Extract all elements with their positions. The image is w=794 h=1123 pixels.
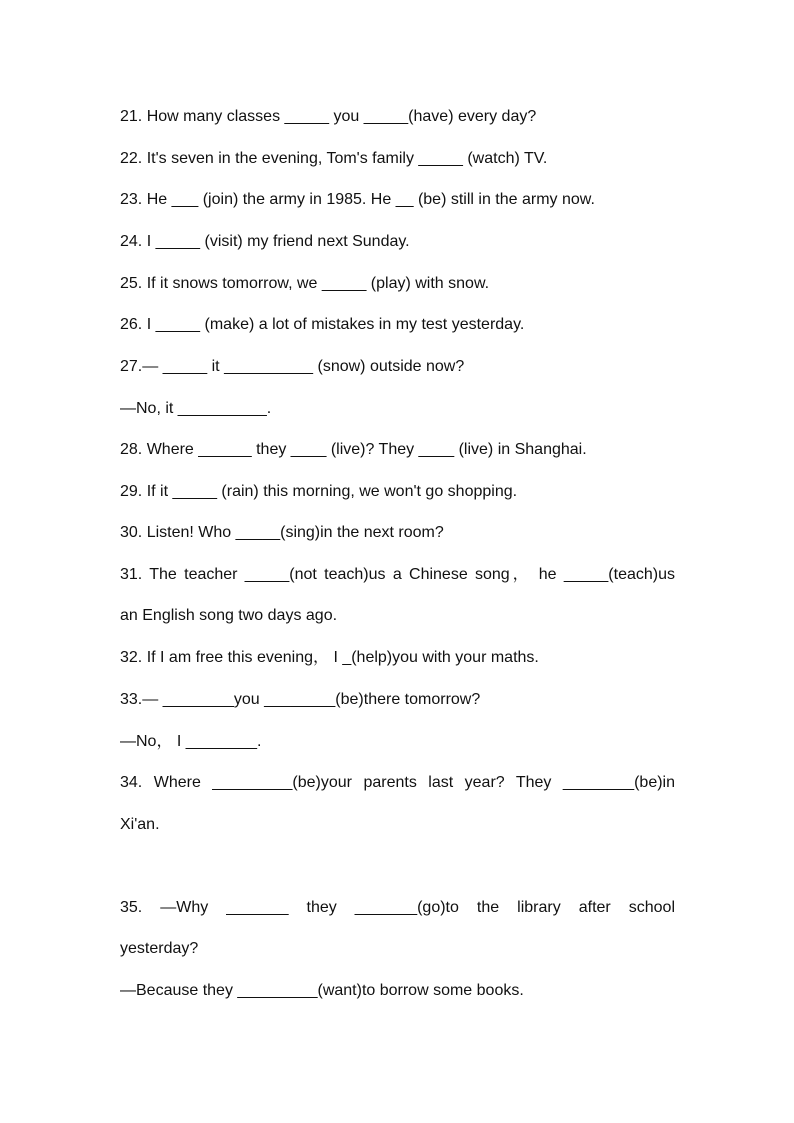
question-33-line-1: 33.— ________you ________(be)there tomorrow? — [120, 691, 481, 708]
question-35-line-1: 35. —Why _______ they _______(go)to the library after school — [120, 899, 675, 916]
question-22: 22. It's seven in the evening, Tom's family _____ (watch) TV. — [120, 150, 548, 167]
question-29: 29. If it _____ (rain) this morning, we won't go shopping. — [120, 483, 518, 500]
question-21: 21. How many classes _____ you _____(have) every day? — [120, 108, 537, 125]
question-30: 30. Listen! Who _____(sing)in the next room? — [120, 524, 444, 541]
question-34-line-1: 34. Where _________(be)your parents last year? They ________(be)in — [120, 774, 675, 791]
question-27-line-1: 27.— _____ it __________ (snow) outside now? — [120, 358, 465, 375]
question-24: 24. I _____ (visit) my friend next Sunday. — [120, 233, 410, 250]
question-34-line-2: Xi'an. — [120, 816, 160, 833]
question-35-line-2: yesterday? — [120, 940, 199, 957]
question-32: 32. If I am free this evening， I _(help)you with your maths. — [120, 649, 539, 666]
question-27-line-2: —No, it __________. — [120, 400, 272, 417]
question-33-line-2: —No， I ________. — [120, 733, 262, 750]
question-25: 25. If it snows tomorrow, we _____ (play) with snow. — [120, 275, 490, 292]
question-31-line-1: 31. The teacher _____(not teach)us a Chinese song， he _____(teach)us — [120, 566, 675, 583]
question-26: 26. I _____ (make) a lot of mistakes in my test yesterday. — [120, 316, 525, 333]
question-28: 28. Where ______ they ____ (live)? They ____ (live) in Shanghai. — [120, 441, 587, 458]
question-31-line-2: an English song two days ago. — [120, 607, 338, 624]
question-23: 23. He ___ (join) the army in 1985. He __ (be) still in the army now. — [120, 191, 595, 208]
question-35-line-3: —Because they _________(want)to borrow some books. — [120, 982, 524, 999]
